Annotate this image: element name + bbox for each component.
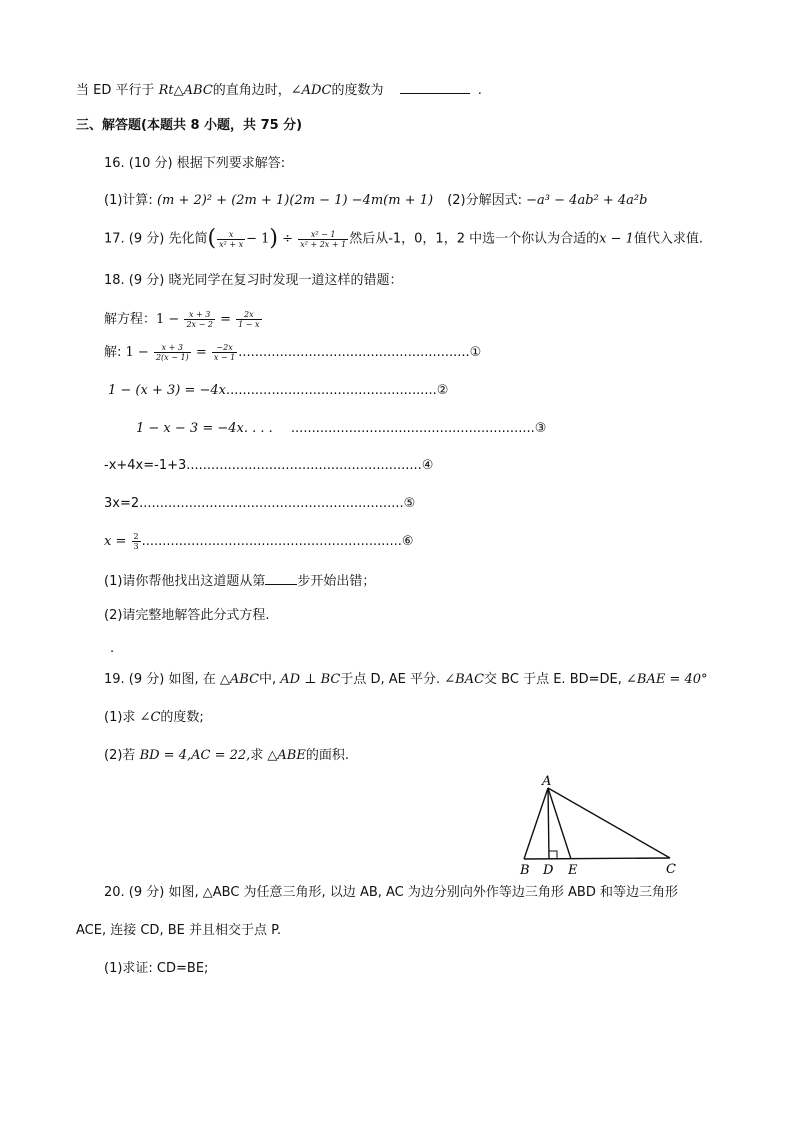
q18-s3-dots: ...........................................................③ <box>290 421 547 436</box>
q19-p2-math: BD = 4,AC = 22, <box>139 748 251 763</box>
q18-step4: -x+4x=-1+3.........................................................④ <box>104 458 434 473</box>
q19-intro-m2: AD ⊥ BC <box>280 672 341 687</box>
q18-s6-den: 3 <box>133 542 139 551</box>
q17-label: 17. (9 分) 先化简 <box>104 231 208 247</box>
top-line-pre: 当 ED 平行于 <box>76 83 159 98</box>
label-e: E <box>568 863 578 878</box>
q19-intro-t3: 交 BC 于点 E. BD=DE, <box>484 672 626 687</box>
q19-intro-pre: 19. (9 分) 如图, 在 <box>104 672 220 687</box>
q18-s1-frac1-num: x + 3 <box>154 343 191 353</box>
q20-line2: ACE, 连接 CD, BE 并且相交于点 P. <box>76 923 282 938</box>
q18-s1-dots: ........................................................① <box>238 345 482 360</box>
q18-s1-one: 1 − <box>125 345 149 360</box>
q19-intro-m1: △ABC <box>219 672 260 687</box>
q16-p2-math: −a³ − 4ab² + 4a²b <box>526 193 648 208</box>
edge-bc <box>524 858 670 859</box>
q18-eq-frac1-num: x + 3 <box>184 310 214 320</box>
top-line-end: . <box>477 83 482 98</box>
q18-s1-frac1 <box>154 343 191 362</box>
label-d: D <box>543 863 554 878</box>
q18-step5: 3x=2................................................................⑤ <box>104 496 416 511</box>
q18-s1-frac1-den: 2(x − 1) <box>155 353 189 362</box>
top-line-math2: ∠ADC <box>290 83 332 98</box>
q18-q1-blank[interactable] <box>265 570 297 585</box>
edge-ac <box>548 788 670 858</box>
q18-step3 <box>136 420 546 438</box>
q17-frac2 <box>298 230 348 249</box>
q18-s2-dots: ...................................................② <box>225 383 449 398</box>
q18-s1-equals: = <box>195 345 207 360</box>
q18-eq-frac2-num: 2x <box>236 310 261 320</box>
edge-ab <box>524 788 548 859</box>
q19-intro-m4: ∠BAE = 40° <box>626 672 708 687</box>
q19-p1-math: ∠C <box>139 710 161 725</box>
q18-eq-frac2 <box>236 310 261 329</box>
q18-eq-frac1-den: 2x − 2 <box>186 320 213 329</box>
top-line-math1: Rt△ABC <box>158 83 213 98</box>
altitude-ad <box>548 788 549 859</box>
top-line-post: 的度数为 <box>331 83 384 98</box>
q20-p1: (1)求证: CD=BE; <box>104 961 209 976</box>
q18-step6 <box>104 530 414 554</box>
q18-s6-math: x = <box>104 534 127 549</box>
q18-step1 <box>104 341 481 365</box>
q17-div: ÷ <box>282 231 294 247</box>
q16-p1-math: (m + 2)² + (2m + 1)(2m − 1) −4m(m + 1) <box>156 193 434 208</box>
q19-intro-m3: ∠BAC <box>444 672 485 687</box>
q16-parts <box>104 192 647 210</box>
q19-p2-pre: (2)若 <box>104 748 140 763</box>
q18-s6-frac <box>132 532 141 551</box>
q19-p2 <box>104 747 349 765</box>
q18-q1-post: 步开始出错； <box>297 574 376 589</box>
q18-intro: 18. (9 分) 晓光同学在复习时发现一道这样的错题： <box>104 273 403 288</box>
q19-p2-post: 的面积. <box>305 748 349 763</box>
q17-frac2-num: x² − 1 <box>298 230 348 240</box>
q18-eq-one: 1 − <box>156 312 180 327</box>
q17-line <box>104 226 703 253</box>
q17-frac1 <box>217 230 245 249</box>
q18-eq-frac1 <box>184 310 214 329</box>
q18-sol-label: 解: <box>104 345 126 360</box>
label-b: B <box>520 863 530 878</box>
q18-equation <box>104 308 263 332</box>
q18-q2: (2)请完整地解答此分式方程. <box>104 608 270 623</box>
section-title: 三、解答题(本题共 8 小题，共 75 分) <box>76 118 303 133</box>
q18-s6-num: 2 <box>133 532 139 541</box>
top-line <box>76 79 482 100</box>
q18-s1-frac2-den: x − 1 <box>213 353 236 362</box>
q19-p1 <box>104 709 204 727</box>
label-a: A <box>542 774 552 789</box>
q18-step2 <box>108 382 448 400</box>
triangle-figure <box>510 770 690 880</box>
q19-p1-post: 的度数; <box>160 710 204 725</box>
right-angle-marker <box>549 851 557 859</box>
label-c: C <box>666 862 676 877</box>
top-line-mid: 的直角边时， <box>212 83 291 98</box>
q16-p2-label: (2)分解因式: <box>447 193 527 208</box>
q19-p2-mid: 求 <box>250 748 268 763</box>
q19-p1-pre: (1)求 <box>104 710 140 725</box>
q19-intro <box>104 671 708 689</box>
q18-q1-pre: (1)请你帮他找出这道题从第 <box>104 574 266 589</box>
q16-p1-label: (1)计算: <box>104 193 157 208</box>
left-paren: ( <box>207 226 217 251</box>
q18-stray-dot: . <box>110 641 115 656</box>
q17-minus-one: − 1 <box>246 231 270 247</box>
q18-eq-label: 解方程： <box>104 312 157 327</box>
q17-math: x − 1 <box>599 231 634 247</box>
right-paren: ) <box>269 226 279 251</box>
q16-intro: 16. (10 分) 根据下列要求解答: <box>104 156 286 171</box>
q19-intro-t2: 于点 D, AE 平分. <box>340 672 445 687</box>
q18-q1 <box>104 570 375 591</box>
answer-blank[interactable] <box>400 79 470 94</box>
q17-frac1-num: x <box>217 230 245 240</box>
q18-eq-equals: = <box>220 312 231 327</box>
q18-eq-frac2-den: 1 − x <box>238 320 260 329</box>
q17-text: 然后从-1，0，1，2 中选一个你认为合适的 <box>349 231 600 247</box>
q18-s2-math: 1 − (x + 3) = −4x <box>108 383 226 398</box>
q17-end: 值代入求值. <box>633 231 704 247</box>
q19-intro-t1: 中, <box>259 672 281 687</box>
q18-s1-frac2-num: −2x <box>212 343 237 353</box>
q18-s1-frac2 <box>212 343 237 362</box>
q18-s3-math: 1 − x − 3 = −4x. . . . <box>136 421 273 436</box>
q17-frac1-den: x² + x <box>219 239 244 249</box>
q20-line1: 20. (9 分) 如图, △ABC 为任意三角形, 以边 AB, AC 为边分别向外作等边三角形 ABD 和等边三角形 <box>104 885 678 900</box>
q17-frac2-den: x² + 2x + 1 <box>300 239 347 249</box>
q19-p2-math2: △ABE <box>267 748 306 763</box>
q18-s6-dots: ...............................................................⑥ <box>141 534 414 549</box>
